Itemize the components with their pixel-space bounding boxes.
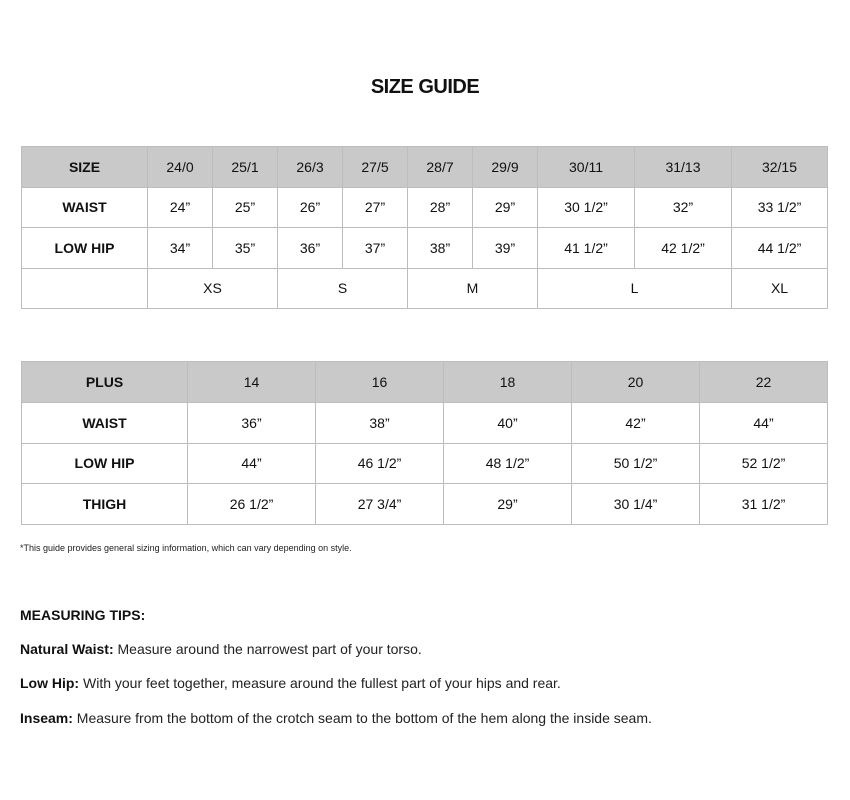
table-cell: 42” (572, 402, 700, 443)
letter-size-m: M (408, 268, 538, 309)
size-header-cell: 29/9 (473, 147, 538, 188)
table-cell: 41 1/2” (538, 228, 635, 269)
row-label: LOW HIP (22, 443, 188, 484)
plus-header-cell: 20 (572, 362, 700, 403)
table-cell: 44” (188, 443, 316, 484)
table-cell: 30 1/4” (572, 484, 700, 525)
size-header-cell: 25/1 (213, 147, 278, 188)
letter-size-s: S (278, 268, 408, 309)
table-cell: 29” (473, 187, 538, 228)
table-cell: 46 1/2” (316, 443, 444, 484)
row-label: THIGH (22, 484, 188, 525)
plus-header-label: PLUS (22, 362, 188, 403)
size-header-cell: 24/0 (148, 147, 213, 188)
size-low-hip-row (22, 228, 828, 269)
tip-low-hip (20, 675, 561, 691)
tip-label: Inseam: (20, 710, 73, 726)
row-label: LOW HIP (22, 228, 148, 269)
measuring-tips-heading: MEASURING TIPS: (20, 607, 146, 623)
plus-waist-row (22, 402, 828, 443)
tip-text: With your feet together, measure around the fullest part of your hips and rear. (79, 675, 561, 691)
table-cell: 44” (700, 402, 828, 443)
table-cell: 52 1/2” (700, 443, 828, 484)
table-cell: 40” (444, 402, 572, 443)
table-cell: 28” (408, 187, 473, 228)
table-cell: 37” (343, 228, 408, 269)
size-header-label: SIZE (22, 147, 148, 188)
tip-text: Measure around the narrowest part of your torso. (113, 641, 422, 657)
tip-natural-waist (20, 641, 422, 657)
table-cell: 44 1/2” (732, 228, 828, 269)
plus-header-cell: 14 (188, 362, 316, 403)
table-cell: 34” (148, 228, 213, 269)
plus-size-chart-table (21, 361, 828, 525)
table-cell: 25” (213, 187, 278, 228)
plus-header-cell: 22 (700, 362, 828, 403)
plus-header-cell: 16 (316, 362, 444, 403)
size-header-cell: 32/15 (732, 147, 828, 188)
table-cell: 39” (473, 228, 538, 269)
tip-label: Low Hip: (20, 675, 80, 691)
table-cell: 27 3/4” (316, 484, 444, 525)
table-cell: 48 1/2” (444, 443, 572, 484)
table-cell: 32” (635, 187, 732, 228)
row-label: WAIST (22, 402, 188, 443)
table-cell: 26” (278, 187, 343, 228)
tip-label: Natural Waist: (20, 641, 114, 657)
size-chart-table (21, 146, 828, 309)
size-header-cell: 31/13 (635, 147, 732, 188)
size-header-cell: 27/5 (343, 147, 408, 188)
plus-header-cell: 18 (444, 362, 572, 403)
table-cell: 26 1/2” (188, 484, 316, 525)
table-cell: 33 1/2” (732, 187, 828, 228)
letter-size-xs: XS (148, 268, 278, 309)
table-cell: 42 1/2” (635, 228, 732, 269)
plus-thigh-row (22, 484, 828, 525)
table-cell: 24” (148, 187, 213, 228)
row-label: WAIST (22, 187, 148, 228)
table-cell: 36” (278, 228, 343, 269)
tip-inseam (20, 710, 652, 726)
table-cell: 38” (408, 228, 473, 269)
letter-size-xl: XL (732, 268, 828, 309)
table-cell: 36” (188, 402, 316, 443)
table-cell: 38” (316, 402, 444, 443)
size-letter-row (22, 268, 828, 309)
letter-size-l: L (538, 268, 732, 309)
size-header-cell: 26/3 (278, 147, 343, 188)
plus-header-row (22, 362, 828, 403)
table-cell: 29” (444, 484, 572, 525)
table-cell: 27” (343, 187, 408, 228)
size-waist-row (22, 187, 828, 228)
page-title: SIZE GUIDE (370, 76, 480, 98)
sizing-disclaimer: *This guide provides general sizing information, which can vary depending on style. (20, 543, 352, 553)
table-cell: 30 1/2” (538, 187, 635, 228)
empty-cell (22, 268, 148, 309)
size-header-cell: 28/7 (408, 147, 473, 188)
size-header-cell: 30/11 (538, 147, 635, 188)
table-cell: 31 1/2” (700, 484, 828, 525)
table-cell: 50 1/2” (572, 443, 700, 484)
tip-text: Measure from the bottom of the crotch seam to the bottom of the hem along the inside seam. (72, 710, 652, 726)
size-header-row (22, 147, 828, 188)
plus-low-hip-row (22, 443, 828, 484)
table-cell: 35” (213, 228, 278, 269)
